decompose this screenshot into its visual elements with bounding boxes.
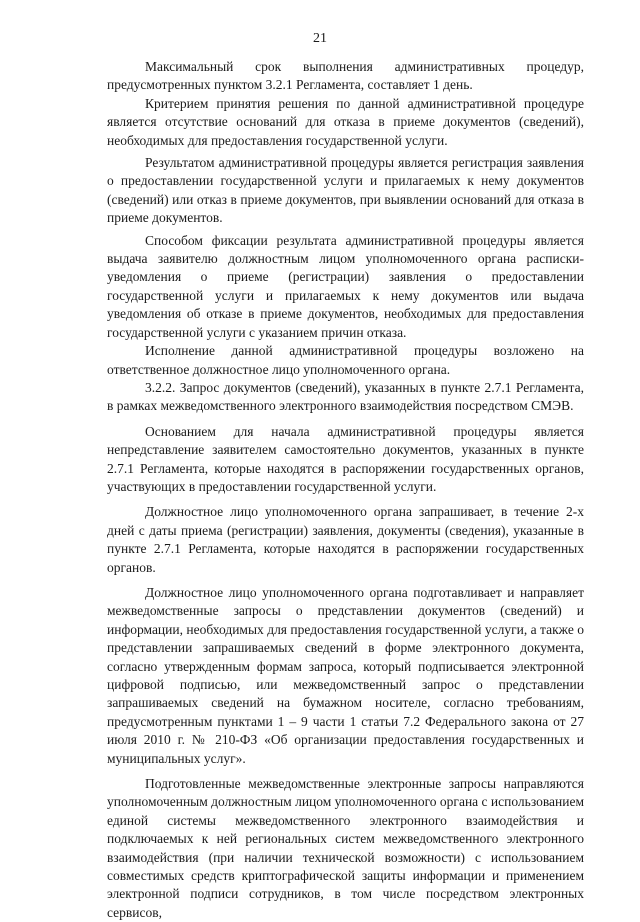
- paragraph-decision-criterion: Критерием принятия решения по данной административной процедуре является отсутствие оснований для отказа в приеме документов (сведений), необходимых для предоставления государственной услуги.: [107, 95, 584, 148]
- paragraph-section-3-2-2: 3.2.2. Запрос документов (сведений), указанных в пункте 2.7.1 Регламента, в рамках межведомственного электронного взаимодействия посредством СМЭВ.: [107, 379, 584, 414]
- paragraph-request-deadline: Должностное лицо уполномоченного органа запрашивает, в течение 2-х дней с даты приема (регистрации) заявления, документы (сведения), указанные в пункте 2.7.1 Регламента, которые находятся в распоряжении государственных органов.: [107, 504, 584, 575]
- paragraph-procedure-basis: Основанием для начала административной процедуры является непредставление заявителем самостоятельно документов, указанных в пункте 2.7.1 Регламента, которые находятся в распоряжении государственных органов, участвующих в предоставлении государственной услуги.: [107, 423, 584, 494]
- paragraph-responsible-person: Исполнение данной административной процедуры возложено на ответственное должностное лицо уполномоченного органа.: [107, 343, 584, 377]
- paragraph-max-duration: Максимальный срок выполнения административных процедур, предусмотренных пунктом 3.2.1 Регламента, составляет 1 день.: [107, 59, 584, 93]
- paragraph-result-fixation: Способом фиксации результата административной процедуры является выдача заявителю должностным лицом уполномоченного органа расписки-уведомления о приеме (регистрации) заявления о предоставлении государственной услуги и прилагаемых к нему документов или выдача уведомления об отказе в приеме документов, необходимых для предоставления государственной услуги с указанием причин отказа.: [107, 232, 584, 340]
- document-body: [107, 58, 584, 922]
- paragraph-interagency-requests: Должностное лицо уполномоченного органа подготавливает и направляет межведомственные запросы о представлении документов (сведений) и информации, необходимых для предоставления государственной услуги, а также о представлении запрашиваемых сведений в форме электронного документа, согласно утвержденным формам запроса, который подписывается электронной цифровой подписью, или межведомственный запрос о представлении запрашиваемых сведений на бумажном носителе, согласно требованиям, предусмотренным пунктами 1 – 9 части 1 статьи 7.2 Федерального закона от 27 июля 2010 г. № 210-ФЗ «Об организации предоставления государственных и муниципальных услуг».: [107, 584, 584, 766]
- paragraph-procedure-result: Результатом административной процедуры является регистрация заявления о предоставлении государственной услуги и прилагаемых к нему документов (сведений) или отказ в приеме документов, при выявлении оснований для отказа в приеме документов.: [107, 155, 584, 226]
- paragraph-electronic-requests: Подготовленные межведомственные электронные запросы направляются уполномоченным должностным лицом уполномоченного органа с использованием единой системы межведомственного электронного взаимодействия и подключаемых к ней региональных систем межведомственного электронного взаимодействия (при наличии технической возможности) с использованием совместимых средств криптографической защиты информации и применением электронной подписи сотрудников, в том числе посредством электронных сервисов,: [107, 776, 585, 920]
- page-number: 21: [313, 31, 327, 46]
